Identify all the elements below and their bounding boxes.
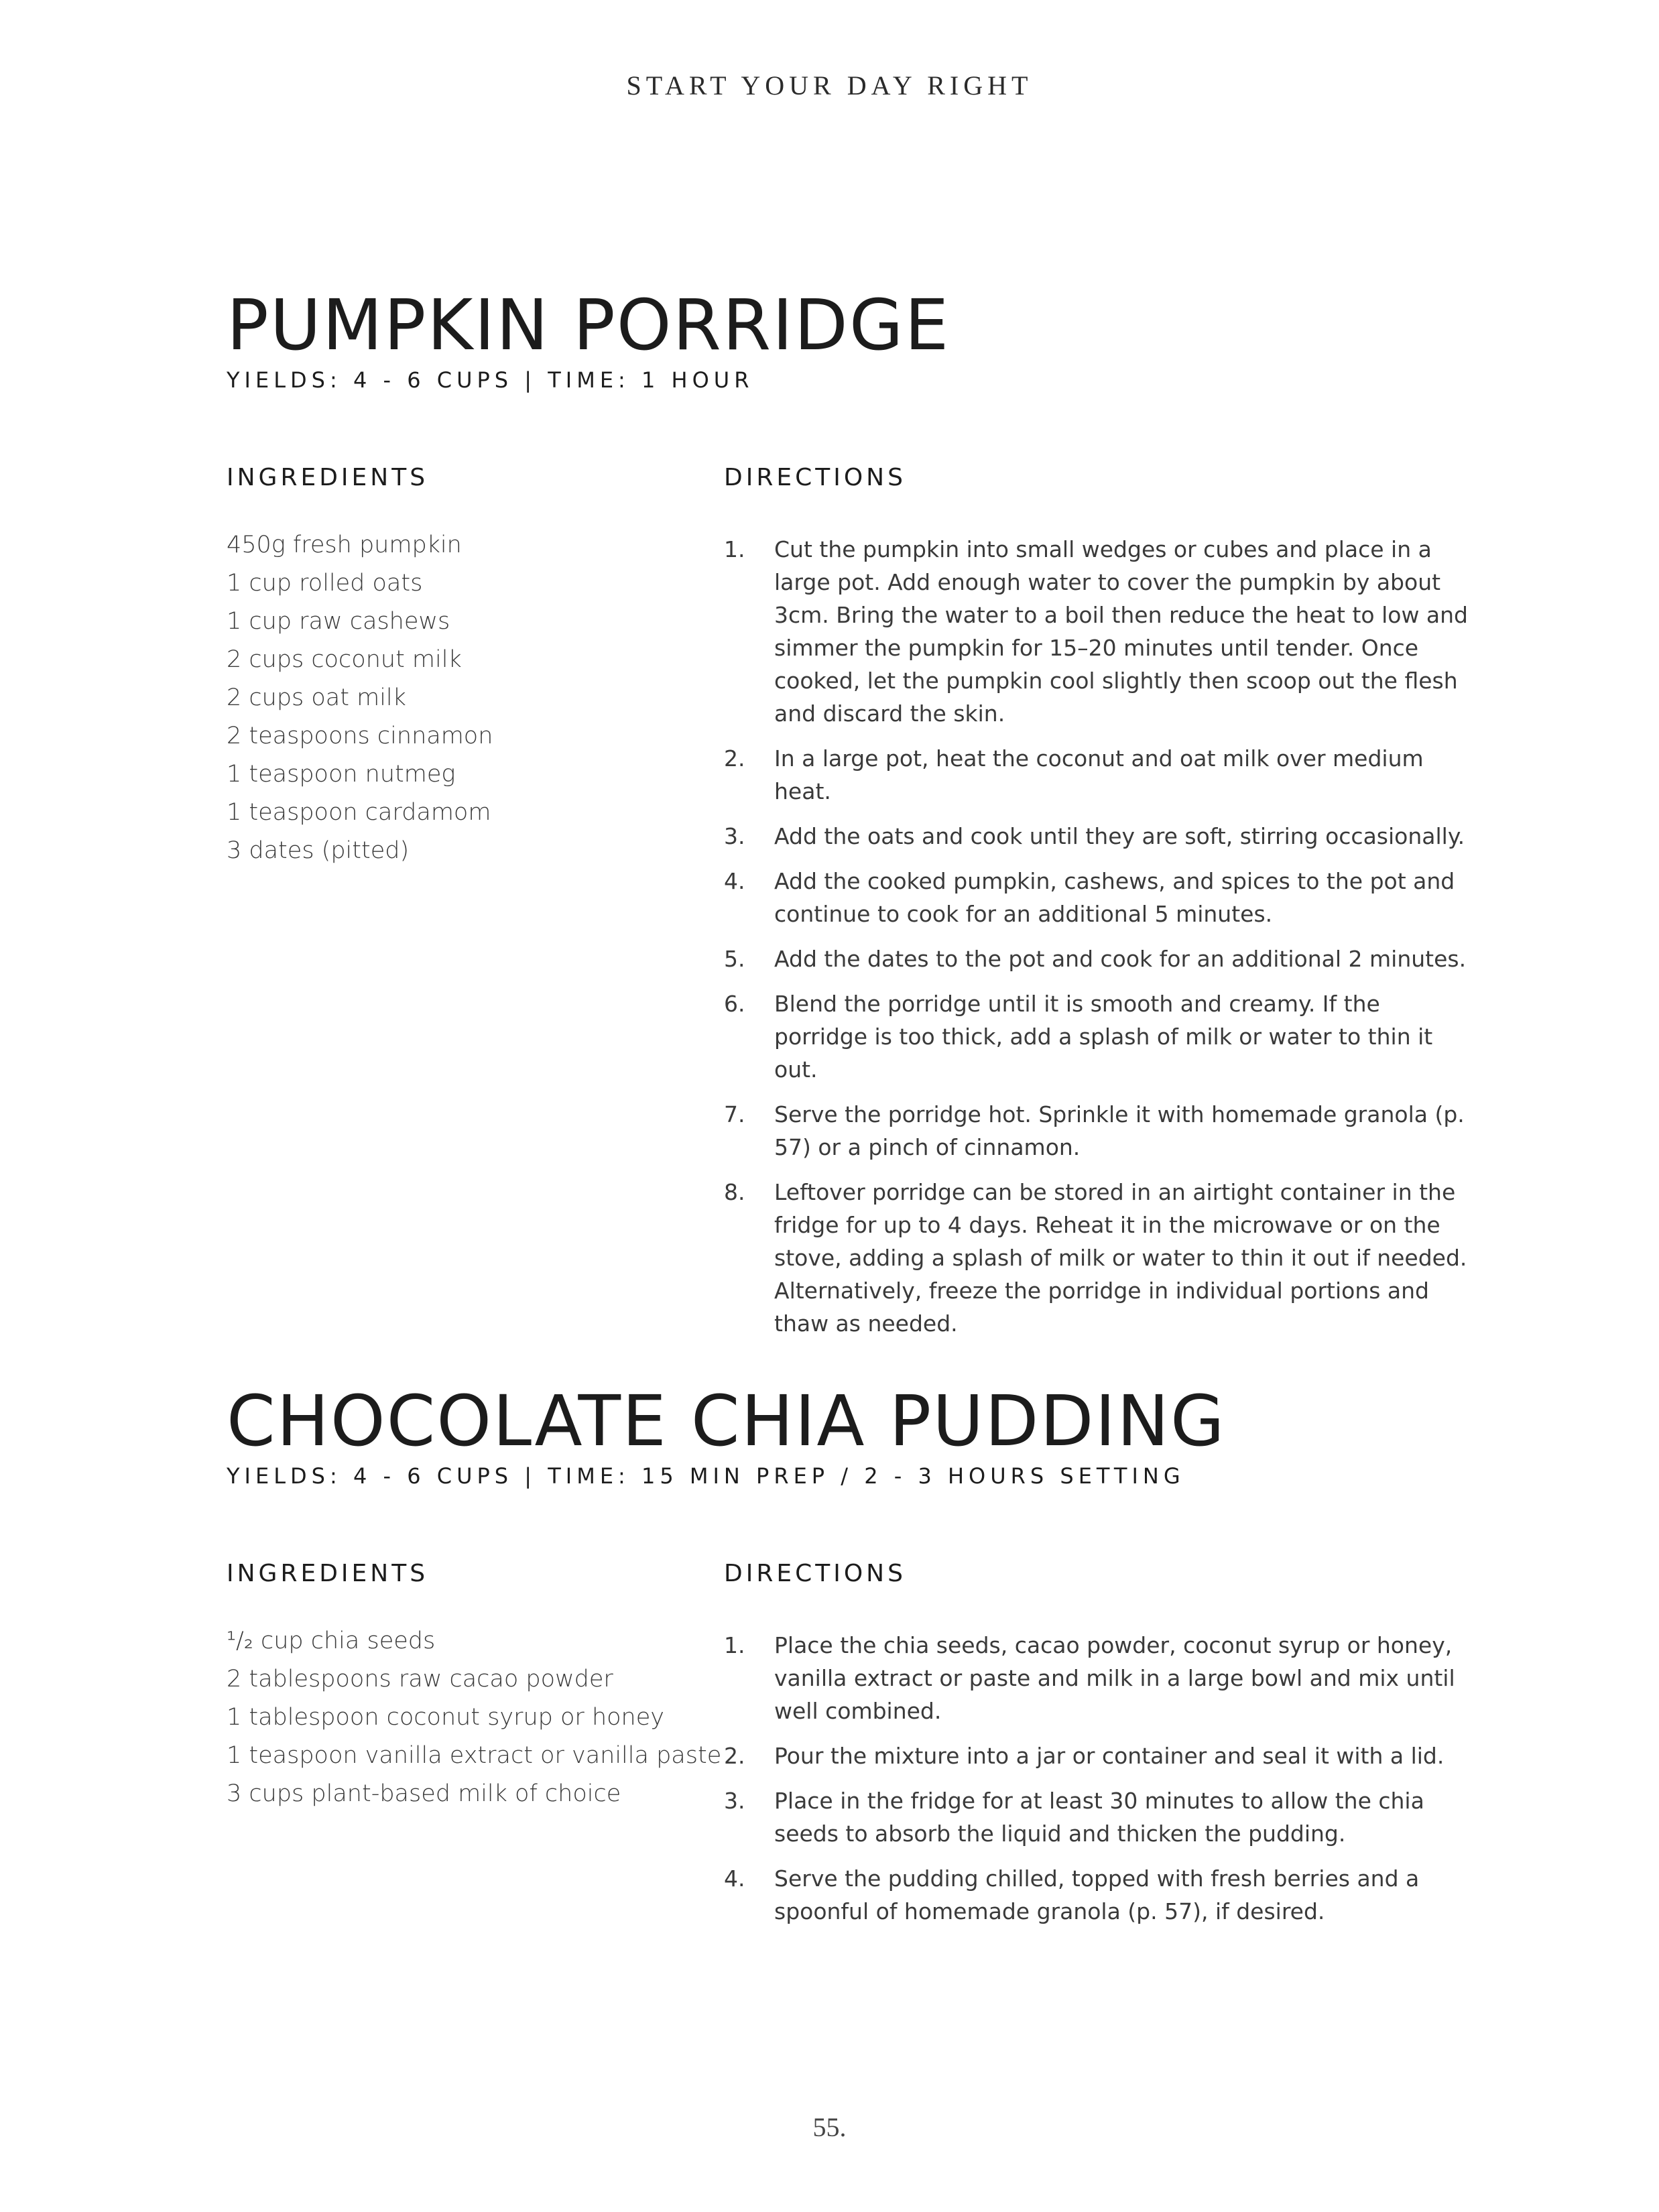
direction-step <box>724 1862 1468 1928</box>
direction-step <box>724 1784 1468 1850</box>
ingredient-item: 1 teaspoon cardamom <box>227 799 491 826</box>
ingredients-heading: INGREDIENTS <box>227 464 429 491</box>
step-number: 2. <box>724 1743 745 1769</box>
ingredient-item: 2 cups coconut milk <box>227 646 462 673</box>
ingredient-item: 2 cups oat milk <box>227 684 406 711</box>
step-number: 7. <box>724 1101 745 1127</box>
step-text: Blend the porridge until it is smooth and creamy. If the porridge is too thick, add a splash of milk or water to thin it out. <box>774 991 1433 1083</box>
step-number: 3. <box>724 823 745 849</box>
recipe-yield-time: YIELDS: 4 - 6 CUPS | TIME: 1 HOUR <box>227 367 754 393</box>
recipe-title: PUMPKIN PORRIDGE <box>227 284 950 366</box>
ingredients-column <box>227 462 696 870</box>
direction-step <box>724 820 1468 853</box>
ingredient-item: 1 tablespoon coconut syrup or honey <box>227 1704 664 1731</box>
direction-step <box>724 942 1468 975</box>
step-text: Place the chia seeds, cacao powder, coconut syrup or honey, vanilla extract or paste and milk in a large bowl and mix until well combined. <box>774 1632 1455 1724</box>
step-text: Leftover porridge can be stored in an airtight container in the fridge for up to 4 days. Reheat it in the microwave or on the stove, adding a splash of milk or water to thin it out if needed. Alternatively, freeze the porridge in individual portions and thaw as needed. <box>774 1179 1467 1337</box>
recipe-title: CHOCOLATE CHIA PUDDING <box>227 1380 1226 1462</box>
recipe-chocolate-chia-pudding <box>227 1380 1467 1924</box>
step-text: Pour the mixture into a jar or container and seal it with a lid. <box>774 1743 1445 1769</box>
ingredient-item: 2 tablespoons raw cacao powder <box>227 1666 613 1693</box>
step-number: 1. <box>724 1632 745 1658</box>
step-text: Cut the pumpkin into small wedges or cubes and place in a large pot. Add enough water to cover the pumpkin by about 3cm. Bring the water to a boil then reduce the heat to low and simmer the pumpkin for 15–20 minutes until tender. Once cooked, let the pumpkin cool slightly then scoop out the flesh and discard the skin. <box>774 536 1469 727</box>
ingredients-column <box>227 1558 722 1813</box>
direction-step <box>724 1739 1468 1772</box>
step-number: 2. <box>724 745 745 772</box>
direction-step <box>724 1629 1468 1727</box>
running-header: START YOUR DAY RIGHT <box>626 70 1033 101</box>
ingredient-item: 1 teaspoon vanilla extract or vanilla paste <box>227 1742 722 1769</box>
direction-step <box>724 1176 1468 1340</box>
directions-column <box>724 1558 1468 1940</box>
ingredients-list <box>227 1622 722 1813</box>
ingredient-item: 2 teaspoons cinnamon <box>227 723 493 749</box>
step-text: Add the oats and cook until they are soft, stirring occasionally. <box>774 823 1465 849</box>
step-number: 3. <box>724 1788 745 1814</box>
step-text: Serve the porridge hot. Sprinkle it with homemade granola (p. 57) or a pinch of cinnamon. <box>774 1101 1465 1160</box>
recipe-pumpkin-porridge <box>227 284 1469 1337</box>
ingredient-item: ¹/₂ cup chia seeds <box>227 1627 436 1654</box>
ingredient-item: 450g fresh pumpkin <box>227 532 462 558</box>
step-number: 6. <box>724 991 745 1017</box>
step-text: Add the dates to the pot and cook for an additional 2 minutes. <box>774 946 1467 972</box>
direction-step <box>724 742 1468 808</box>
directions-list <box>724 533 1468 1340</box>
step-text: In a large pot, heat the coconut and oat milk over medium heat. <box>774 745 1424 804</box>
ingredient-item: 1 cup raw cashews <box>227 608 450 635</box>
step-text: Place in the fridge for at least 30 minutes to allow the chia seeds to absorb the liquid and thicken the pudding. <box>774 1788 1424 1847</box>
directions-column <box>724 462 1468 1352</box>
directions-heading: DIRECTIONS <box>724 1560 906 1587</box>
step-number: 4. <box>724 868 745 894</box>
direction-step <box>724 865 1468 930</box>
ingredients-list <box>227 526 696 870</box>
ingredient-item: 3 cups plant-based milk of choice <box>227 1780 621 1807</box>
ingredient-item: 1 teaspoon nutmeg <box>227 761 456 788</box>
page-number: 55. <box>812 2112 847 2142</box>
ingredient-item: 1 cup rolled oats <box>227 570 423 597</box>
step-number: 8. <box>724 1179 745 1205</box>
step-number: 5. <box>724 946 745 972</box>
directions-list <box>724 1629 1468 1928</box>
direction-step <box>724 987 1468 1086</box>
step-text: Add the cooked pumpkin, cashews, and spices to the pot and continue to cook for an additional 5 minutes. <box>774 868 1455 927</box>
directions-heading: DIRECTIONS <box>724 464 906 491</box>
recipe-yield-time: YIELDS: 4 - 6 CUPS | TIME: 15 MIN PREP / 2 - 3 HOURS SETTING <box>227 1463 1185 1489</box>
direction-step <box>724 533 1468 730</box>
step-number: 4. <box>724 1865 745 1892</box>
direction-step <box>724 1098 1468 1164</box>
step-number: 1. <box>724 536 745 562</box>
step-text: Serve the pudding chilled, topped with fresh berries and a spoonful of homemade granola (p. 57), if desired. <box>774 1865 1420 1924</box>
ingredients-heading: INGREDIENTS <box>227 1560 429 1587</box>
ingredient-item: 3 dates (pitted) <box>227 837 410 864</box>
